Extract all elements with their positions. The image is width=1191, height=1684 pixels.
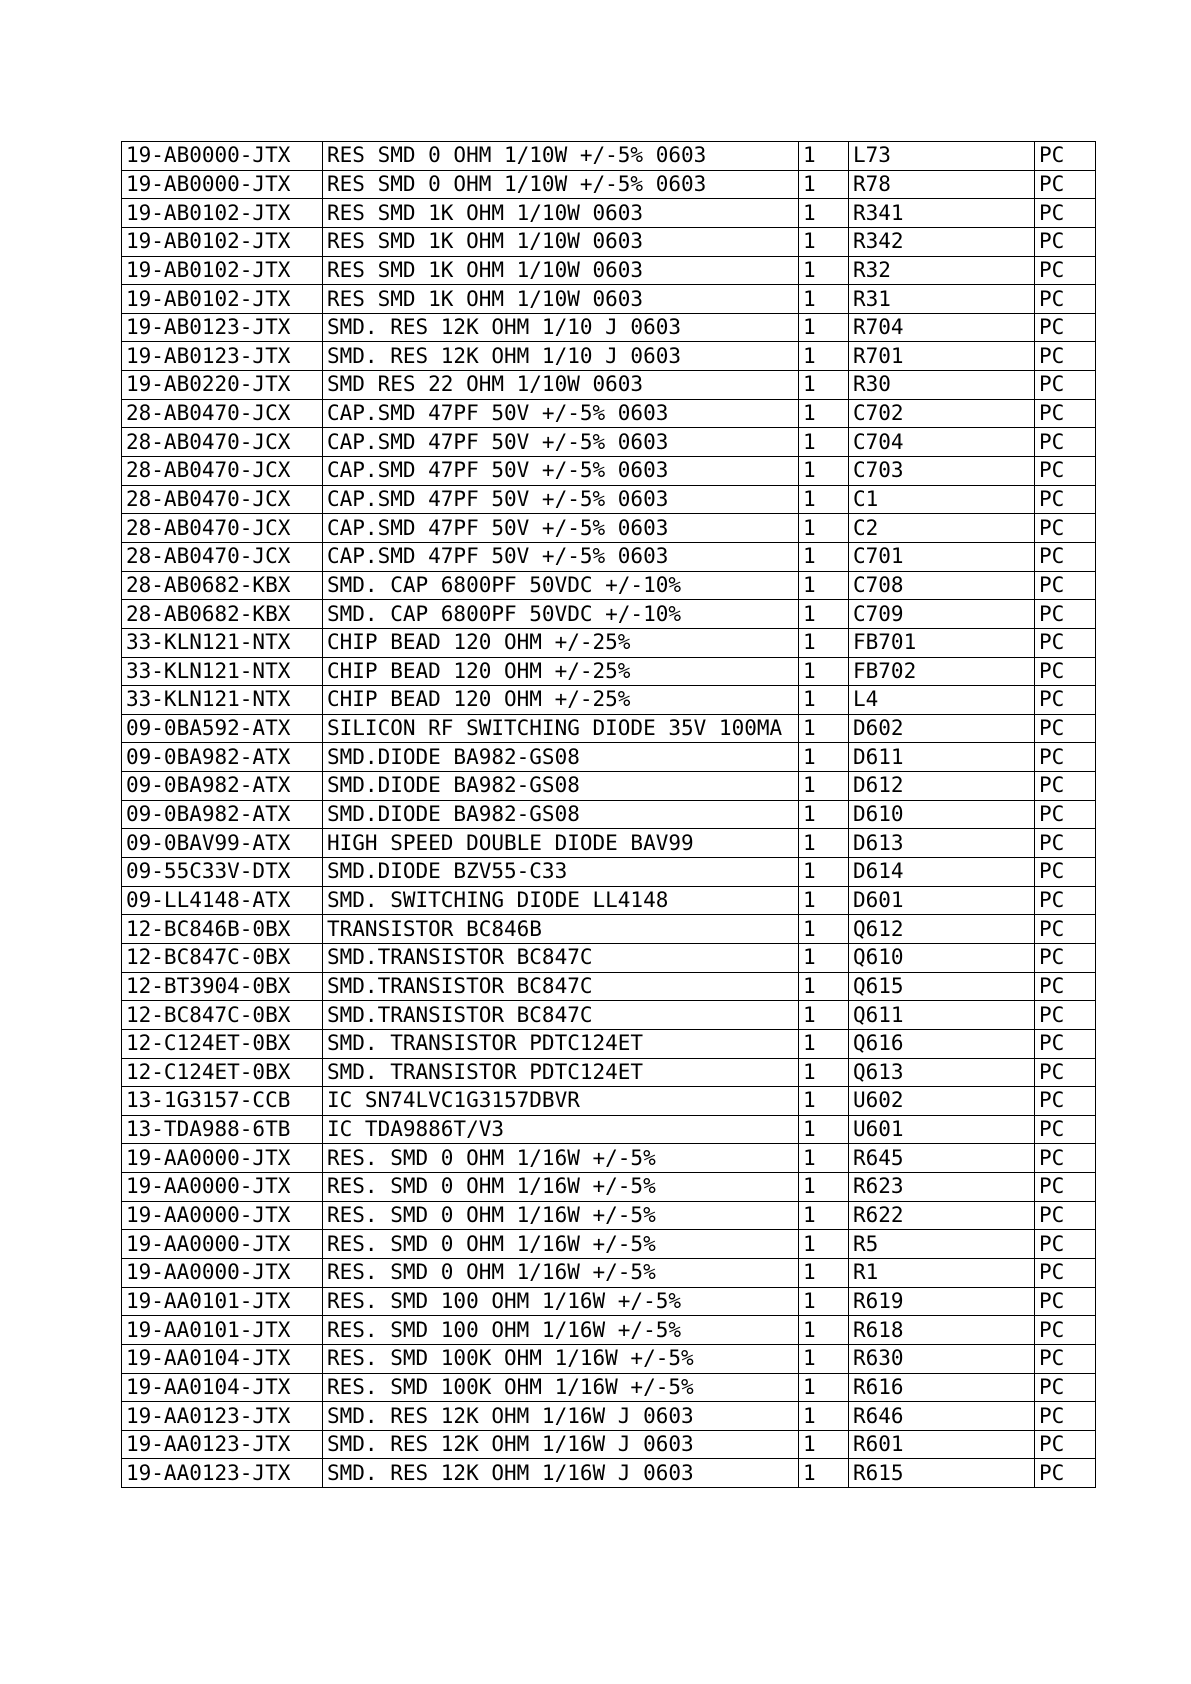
reference-cell: R622 <box>849 1201 1035 1230</box>
quantity-cell: 1 <box>799 1144 849 1173</box>
part-number-cell: 28-AB0470-JCX <box>122 485 323 514</box>
unit-cell: PC <box>1035 1173 1096 1202</box>
unit-cell: PC <box>1035 1316 1096 1345</box>
unit-cell: PC <box>1035 457 1096 486</box>
unit-cell: PC <box>1035 1459 1096 1488</box>
description-cell: SMD.DIODE BA982-GS08 <box>323 772 799 801</box>
reference-cell: Q615 <box>849 972 1035 1001</box>
description-cell: SMD.DIODE BA982-GS08 <box>323 743 799 772</box>
quantity-cell: 1 <box>799 514 849 543</box>
table-row <box>122 1144 1096 1173</box>
table-row <box>122 313 1096 342</box>
description-cell: CHIP BEAD 120 OHM +/-25% <box>323 686 799 715</box>
part-number-cell: 19-AA0123-JTX <box>122 1430 323 1459</box>
quantity-cell: 1 <box>799 1087 849 1116</box>
reference-cell: R342 <box>849 227 1035 256</box>
unit-cell: PC <box>1035 514 1096 543</box>
part-number-cell: 19-AB0102-JTX <box>122 256 323 285</box>
description-cell: SMD. RES 12K OHM 1/16W J 0603 <box>323 1459 799 1488</box>
reference-cell: R645 <box>849 1144 1035 1173</box>
table-row <box>122 227 1096 256</box>
description-cell: RES SMD 1K OHM 1/10W 0603 <box>323 227 799 256</box>
reference-cell: FB701 <box>849 628 1035 657</box>
table-row <box>122 1029 1096 1058</box>
part-number-cell: 19-AB0000-JTX <box>122 170 323 199</box>
unit-cell: PC <box>1035 1344 1096 1373</box>
unit-cell: PC <box>1035 1402 1096 1431</box>
quantity-cell: 1 <box>799 1316 849 1345</box>
unit-cell: PC <box>1035 743 1096 772</box>
quantity-cell: 1 <box>799 657 849 686</box>
reference-cell: U601 <box>849 1115 1035 1144</box>
table-row <box>122 858 1096 887</box>
reference-cell: D613 <box>849 829 1035 858</box>
part-number-cell: 19-AA0000-JTX <box>122 1144 323 1173</box>
unit-cell: PC <box>1035 1058 1096 1087</box>
quantity-cell: 1 <box>799 142 849 171</box>
table-row <box>122 1430 1096 1459</box>
description-cell: RES. SMD 100K OHM 1/16W +/-5% <box>323 1373 799 1402</box>
description-cell: RES. SMD 0 OHM 1/16W +/-5% <box>323 1230 799 1259</box>
part-number-cell: 19-AB0102-JTX <box>122 199 323 228</box>
description-cell: SMD. TRANSISTOR PDTC124ET <box>323 1058 799 1087</box>
unit-cell: PC <box>1035 657 1096 686</box>
part-number-cell: 19-AB0102-JTX <box>122 227 323 256</box>
unit-cell: PC <box>1035 772 1096 801</box>
unit-cell: PC <box>1035 714 1096 743</box>
description-cell: HIGH SPEED DOUBLE DIODE BAV99 <box>323 829 799 858</box>
table-row <box>122 1001 1096 1030</box>
unit-cell: PC <box>1035 399 1096 428</box>
unit-cell: PC <box>1035 342 1096 371</box>
unit-cell: PC <box>1035 371 1096 400</box>
table-row <box>122 1344 1096 1373</box>
table-row <box>122 1173 1096 1202</box>
part-number-cell: 19-AA0000-JTX <box>122 1258 323 1287</box>
quantity-cell: 1 <box>799 170 849 199</box>
quantity-cell: 1 <box>799 371 849 400</box>
quantity-cell: 1 <box>799 972 849 1001</box>
quantity-cell: 1 <box>799 1459 849 1488</box>
description-cell: RES SMD 1K OHM 1/10W 0603 <box>323 285 799 314</box>
quantity-cell: 1 <box>799 1201 849 1230</box>
quantity-cell: 1 <box>799 915 849 944</box>
quantity-cell: 1 <box>799 858 849 887</box>
unit-cell: PC <box>1035 1230 1096 1259</box>
table-row <box>122 1201 1096 1230</box>
table-row <box>122 1115 1096 1144</box>
table-row <box>122 800 1096 829</box>
quantity-cell: 1 <box>799 1287 849 1316</box>
reference-cell: C709 <box>849 600 1035 629</box>
part-number-cell: 28-AB0682-KBX <box>122 600 323 629</box>
part-number-cell: 19-AA0000-JTX <box>122 1201 323 1230</box>
quantity-cell: 1 <box>799 829 849 858</box>
unit-cell: PC <box>1035 571 1096 600</box>
reference-cell: D612 <box>849 772 1035 801</box>
description-cell: RES. SMD 0 OHM 1/16W +/-5% <box>323 1258 799 1287</box>
part-number-cell: 19-AB0123-JTX <box>122 342 323 371</box>
unit-cell: PC <box>1035 943 1096 972</box>
table-row <box>122 1287 1096 1316</box>
table-row <box>122 1258 1096 1287</box>
quantity-cell: 1 <box>799 772 849 801</box>
part-number-cell: 09-LL4148-ATX <box>122 886 323 915</box>
table-row <box>122 1373 1096 1402</box>
reference-cell: C708 <box>849 571 1035 600</box>
parts-table <box>121 141 1096 1488</box>
table-row <box>122 600 1096 629</box>
unit-cell: PC <box>1035 1287 1096 1316</box>
quantity-cell: 1 <box>799 1430 849 1459</box>
reference-cell: R341 <box>849 199 1035 228</box>
quantity-cell: 1 <box>799 1402 849 1431</box>
table-row <box>122 1230 1096 1259</box>
reference-cell: D601 <box>849 886 1035 915</box>
table-row <box>122 886 1096 915</box>
unit-cell: PC <box>1035 600 1096 629</box>
reference-cell: Q613 <box>849 1058 1035 1087</box>
description-cell: CAP.SMD 47PF 50V +/-5% 0603 <box>323 485 799 514</box>
description-cell: SMD. RES 12K OHM 1/10 J 0603 <box>323 342 799 371</box>
unit-cell: PC <box>1035 485 1096 514</box>
unit-cell: PC <box>1035 886 1096 915</box>
description-cell: IC SN74LVC1G3157DBVR <box>323 1087 799 1116</box>
quantity-cell: 1 <box>799 457 849 486</box>
part-number-cell: 19-AA0104-JTX <box>122 1344 323 1373</box>
part-number-cell: 28-AB0470-JCX <box>122 514 323 543</box>
reference-cell: R32 <box>849 256 1035 285</box>
part-number-cell: 12-C124ET-0BX <box>122 1058 323 1087</box>
unit-cell: PC <box>1035 1144 1096 1173</box>
quantity-cell: 1 <box>799 600 849 629</box>
table-row <box>122 1058 1096 1087</box>
quantity-cell: 1 <box>799 1258 849 1287</box>
table-row <box>122 1316 1096 1345</box>
description-cell: RES. SMD 100 OHM 1/16W +/-5% <box>323 1287 799 1316</box>
unit-cell: PC <box>1035 1201 1096 1230</box>
quantity-cell: 1 <box>799 714 849 743</box>
quantity-cell: 1 <box>799 628 849 657</box>
description-cell: SMD RES 22 OHM 1/10W 0603 <box>323 371 799 400</box>
description-cell: RES. SMD 100 OHM 1/16W +/-5% <box>323 1316 799 1345</box>
table-row <box>122 972 1096 1001</box>
table-row <box>122 657 1096 686</box>
description-cell: SMD.DIODE BA982-GS08 <box>323 800 799 829</box>
part-number-cell: 19-AA0101-JTX <box>122 1287 323 1316</box>
part-number-cell: 12-BC847C-0BX <box>122 943 323 972</box>
quantity-cell: 1 <box>799 399 849 428</box>
description-cell: RES SMD 0 OHM 1/10W +/-5% 0603 <box>323 142 799 171</box>
unit-cell: PC <box>1035 170 1096 199</box>
part-number-cell: 19-AA0000-JTX <box>122 1230 323 1259</box>
unit-cell: PC <box>1035 1087 1096 1116</box>
unit-cell: PC <box>1035 686 1096 715</box>
unit-cell: PC <box>1035 1373 1096 1402</box>
part-number-cell: 28-AB0470-JCX <box>122 399 323 428</box>
description-cell: RES. SMD 0 OHM 1/16W +/-5% <box>323 1144 799 1173</box>
table-row <box>122 714 1096 743</box>
description-cell: SMD. CAP 6800PF 50VDC +/-10% <box>323 600 799 629</box>
quantity-cell: 1 <box>799 571 849 600</box>
unit-cell: PC <box>1035 428 1096 457</box>
description-cell: SMD. CAP 6800PF 50VDC +/-10% <box>323 571 799 600</box>
quantity-cell: 1 <box>799 1344 849 1373</box>
quantity-cell: 1 <box>799 313 849 342</box>
reference-cell: R646 <box>849 1402 1035 1431</box>
part-number-cell: 13-TDA988-6TB <box>122 1115 323 1144</box>
quantity-cell: 1 <box>799 1173 849 1202</box>
table-row <box>122 485 1096 514</box>
description-cell: CAP.SMD 47PF 50V +/-5% 0603 <box>323 399 799 428</box>
table-row <box>122 943 1096 972</box>
table-row <box>122 457 1096 486</box>
description-cell: RES. SMD 100K OHM 1/16W +/-5% <box>323 1344 799 1373</box>
quantity-cell: 1 <box>799 428 849 457</box>
unit-cell: PC <box>1035 800 1096 829</box>
description-cell: RES. SMD 0 OHM 1/16W +/-5% <box>323 1201 799 1230</box>
unit-cell: PC <box>1035 829 1096 858</box>
table-row <box>122 256 1096 285</box>
quantity-cell: 1 <box>799 256 849 285</box>
part-number-cell: 12-BC847C-0BX <box>122 1001 323 1030</box>
description-cell: CAP.SMD 47PF 50V +/-5% 0603 <box>323 428 799 457</box>
part-number-cell: 19-AA0101-JTX <box>122 1316 323 1345</box>
table-row <box>122 285 1096 314</box>
description-cell: CAP.SMD 47PF 50V +/-5% 0603 <box>323 542 799 571</box>
reference-cell: D614 <box>849 858 1035 887</box>
reference-cell: C1 <box>849 485 1035 514</box>
description-cell: RES. SMD 0 OHM 1/16W +/-5% <box>323 1173 799 1202</box>
table-row <box>122 1087 1096 1116</box>
quantity-cell: 1 <box>799 743 849 772</box>
table-row <box>122 199 1096 228</box>
part-number-cell: 12-BC846B-0BX <box>122 915 323 944</box>
description-cell: SMD.TRANSISTOR BC847C <box>323 1001 799 1030</box>
part-number-cell: 13-1G3157-CCB <box>122 1087 323 1116</box>
reference-cell: R623 <box>849 1173 1035 1202</box>
reference-cell: U602 <box>849 1087 1035 1116</box>
part-number-cell: 28-AB0470-JCX <box>122 457 323 486</box>
reference-cell: R618 <box>849 1316 1035 1345</box>
table-row <box>122 142 1096 171</box>
description-cell: IC TDA9886T/V3 <box>323 1115 799 1144</box>
quantity-cell: 1 <box>799 227 849 256</box>
table-row <box>122 542 1096 571</box>
reference-cell: R615 <box>849 1459 1035 1488</box>
description-cell: SMD.TRANSISTOR BC847C <box>323 943 799 972</box>
unit-cell: PC <box>1035 628 1096 657</box>
table-row <box>122 1459 1096 1488</box>
description-cell: TRANSISTOR BC846B <box>323 915 799 944</box>
reference-cell: R630 <box>849 1344 1035 1373</box>
quantity-cell: 1 <box>799 1029 849 1058</box>
reference-cell: R30 <box>849 371 1035 400</box>
part-number-cell: 09-0BA982-ATX <box>122 772 323 801</box>
reference-cell: Q616 <box>849 1029 1035 1058</box>
part-number-cell: 19-AB0102-JTX <box>122 285 323 314</box>
part-number-cell: 09-0BAV99-ATX <box>122 829 323 858</box>
unit-cell: PC <box>1035 542 1096 571</box>
description-cell: CAP.SMD 47PF 50V +/-5% 0603 <box>323 514 799 543</box>
quantity-cell: 1 <box>799 800 849 829</box>
quantity-cell: 1 <box>799 943 849 972</box>
quantity-cell: 1 <box>799 1115 849 1144</box>
quantity-cell: 1 <box>799 1230 849 1259</box>
reference-cell: Q611 <box>849 1001 1035 1030</box>
reference-cell: L73 <box>849 142 1035 171</box>
reference-cell: C704 <box>849 428 1035 457</box>
reference-cell: FB702 <box>849 657 1035 686</box>
unit-cell: PC <box>1035 313 1096 342</box>
unit-cell: PC <box>1035 972 1096 1001</box>
quantity-cell: 1 <box>799 199 849 228</box>
table-row <box>122 686 1096 715</box>
reference-cell: D611 <box>849 743 1035 772</box>
reference-cell: R701 <box>849 342 1035 371</box>
table-row <box>122 428 1096 457</box>
description-cell: SMD. RES 12K OHM 1/16W J 0603 <box>323 1430 799 1459</box>
part-number-cell: 09-0BA592-ATX <box>122 714 323 743</box>
quantity-cell: 1 <box>799 285 849 314</box>
unit-cell: PC <box>1035 142 1096 171</box>
part-number-cell: 19-AA0104-JTX <box>122 1373 323 1402</box>
unit-cell: PC <box>1035 1430 1096 1459</box>
description-cell: RES SMD 1K OHM 1/10W 0603 <box>323 199 799 228</box>
part-number-cell: 09-0BA982-ATX <box>122 743 323 772</box>
part-number-cell: 09-0BA982-ATX <box>122 800 323 829</box>
quantity-cell: 1 <box>799 485 849 514</box>
unit-cell: PC <box>1035 1258 1096 1287</box>
reference-cell: R1 <box>849 1258 1035 1287</box>
description-cell: CAP.SMD 47PF 50V +/-5% 0603 <box>323 457 799 486</box>
table-row <box>122 743 1096 772</box>
part-number-cell: 19-AA0123-JTX <box>122 1459 323 1488</box>
part-number-cell: 33-KLN121-NTX <box>122 686 323 715</box>
parts-table-body <box>122 142 1096 1488</box>
part-number-cell: 28-AB0682-KBX <box>122 571 323 600</box>
unit-cell: PC <box>1035 199 1096 228</box>
reference-cell: R5 <box>849 1230 1035 1259</box>
reference-cell: Q610 <box>849 943 1035 972</box>
reference-cell: Q612 <box>849 915 1035 944</box>
part-number-cell: 19-AA0123-JTX <box>122 1402 323 1431</box>
table-row <box>122 915 1096 944</box>
description-cell: RES SMD 0 OHM 1/10W +/-5% 0603 <box>323 170 799 199</box>
table-row <box>122 829 1096 858</box>
reference-cell: R78 <box>849 170 1035 199</box>
unit-cell: PC <box>1035 256 1096 285</box>
part-number-cell: 28-AB0470-JCX <box>122 428 323 457</box>
part-number-cell: 33-KLN121-NTX <box>122 657 323 686</box>
description-cell: SMD. SWITCHING DIODE LL4148 <box>323 886 799 915</box>
reference-cell: D602 <box>849 714 1035 743</box>
table-row <box>122 371 1096 400</box>
table-row <box>122 399 1096 428</box>
reference-cell: R704 <box>849 313 1035 342</box>
quantity-cell: 1 <box>799 1001 849 1030</box>
quantity-cell: 1 <box>799 686 849 715</box>
description-cell: SMD.DIODE BZV55-C33 <box>323 858 799 887</box>
reference-cell: R619 <box>849 1287 1035 1316</box>
reference-cell: R601 <box>849 1430 1035 1459</box>
unit-cell: PC <box>1035 285 1096 314</box>
reference-cell: R616 <box>849 1373 1035 1402</box>
table-row <box>122 514 1096 543</box>
reference-cell: C702 <box>849 399 1035 428</box>
quantity-cell: 1 <box>799 342 849 371</box>
quantity-cell: 1 <box>799 542 849 571</box>
reference-cell: C703 <box>849 457 1035 486</box>
reference-cell: D610 <box>849 800 1035 829</box>
part-number-cell: 33-KLN121-NTX <box>122 628 323 657</box>
table-row <box>122 772 1096 801</box>
description-cell: SMD. RES 12K OHM 1/10 J 0603 <box>323 313 799 342</box>
part-number-cell: 19-AB0220-JTX <box>122 371 323 400</box>
part-number-cell: 19-AB0123-JTX <box>122 313 323 342</box>
part-number-cell: 19-AB0000-JTX <box>122 142 323 171</box>
unit-cell: PC <box>1035 1115 1096 1144</box>
reference-cell: C2 <box>849 514 1035 543</box>
unit-cell: PC <box>1035 1001 1096 1030</box>
part-number-cell: 12-C124ET-0BX <box>122 1029 323 1058</box>
quantity-cell: 1 <box>799 1058 849 1087</box>
unit-cell: PC <box>1035 227 1096 256</box>
unit-cell: PC <box>1035 915 1096 944</box>
reference-cell: L4 <box>849 686 1035 715</box>
quantity-cell: 1 <box>799 886 849 915</box>
description-cell: CHIP BEAD 120 OHM +/-25% <box>323 657 799 686</box>
unit-cell: PC <box>1035 858 1096 887</box>
unit-cell: PC <box>1035 1029 1096 1058</box>
table-row <box>122 1402 1096 1431</box>
description-cell: CHIP BEAD 120 OHM +/-25% <box>323 628 799 657</box>
description-cell: SMD. TRANSISTOR PDTC124ET <box>323 1029 799 1058</box>
part-number-cell: 19-AA0000-JTX <box>122 1173 323 1202</box>
reference-cell: R31 <box>849 285 1035 314</box>
quantity-cell: 1 <box>799 1373 849 1402</box>
reference-cell: C701 <box>849 542 1035 571</box>
table-row <box>122 571 1096 600</box>
table-row <box>122 628 1096 657</box>
table-row <box>122 170 1096 199</box>
description-cell: SMD. RES 12K OHM 1/16W J 0603 <box>323 1402 799 1431</box>
table-row <box>122 342 1096 371</box>
description-cell: SILICON RF SWITCHING DIODE 35V 100MA <box>323 714 799 743</box>
part-number-cell: 12-BT3904-0BX <box>122 972 323 1001</box>
part-number-cell: 09-55C33V-DTX <box>122 858 323 887</box>
description-cell: SMD.TRANSISTOR BC847C <box>323 972 799 1001</box>
description-cell: RES SMD 1K OHM 1/10W 0603 <box>323 256 799 285</box>
part-number-cell: 28-AB0470-JCX <box>122 542 323 571</box>
